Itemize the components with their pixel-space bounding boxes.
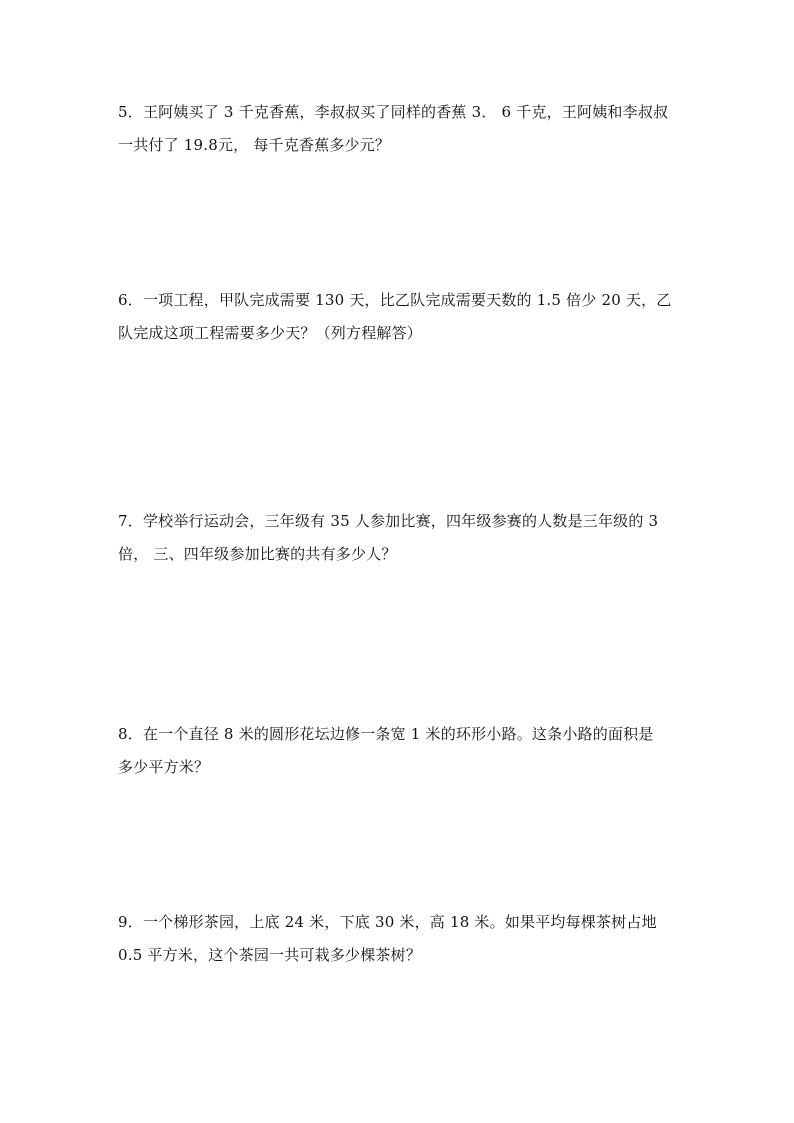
- problem-6-line-2: 队完成这项工程需要多少天？（列方程解答）: [118, 324, 423, 342]
- problem-8-number: 8．: [118, 725, 143, 743]
- problem-8: [118, 718, 680, 784]
- problem-9: [118, 906, 680, 972]
- problem-9-line-1: [118, 906, 680, 939]
- problem-7: [118, 505, 680, 571]
- problem-6-number: 6．: [118, 291, 143, 309]
- problem-7-line-1: [118, 505, 680, 538]
- problem-6-line-1: [118, 284, 680, 317]
- problem-9-line-2: 0.5 平方米，这个茶园一共可栽多少棵茶树？: [118, 946, 422, 964]
- problem-5-number: 5．: [118, 103, 143, 121]
- problem-7-number: 7．: [118, 512, 143, 530]
- problem-6: [118, 284, 680, 350]
- problem-8-line-2: 多少平方米？: [118, 758, 210, 776]
- problem-7-text-1: 学校举行运动会，三年级有 35 人参加比赛，四年级参赛的人数是三年级的 3: [142, 512, 659, 530]
- problem-5-line-2: 一共付了 19.8元， 每千克香蕉多少元？: [118, 136, 391, 154]
- problem-5-line-1: [118, 96, 680, 129]
- problem-6-text-1: 一项工程，甲队完成需要 130 天，比乙队完成需要天数的 1.5 倍少 20 天，乙: [142, 291, 672, 309]
- problem-9-text-1: 一个梯形茶园，上底 24 米，下底 30 米，高 18 米。如果平均每棵茶树占地: [142, 913, 657, 931]
- problem-5: [118, 96, 680, 162]
- problem-8-line-1: [118, 718, 680, 751]
- problem-5-text-1: 王阿姨买了 3 千克香蕉，李叔叔买了同样的香蕉 3． 6 千克，王阿姨和李叔叔: [142, 103, 669, 121]
- problem-7-line-2: 倍， 三、四年级参加比赛的共有多少人？: [118, 545, 397, 563]
- problem-9-number: 9．: [118, 913, 143, 931]
- problem-8-text-1: 在一个直径 8 米的圆形花坛边修一条宽 1 米的环形小路。这条小路的面积是: [142, 725, 654, 743]
